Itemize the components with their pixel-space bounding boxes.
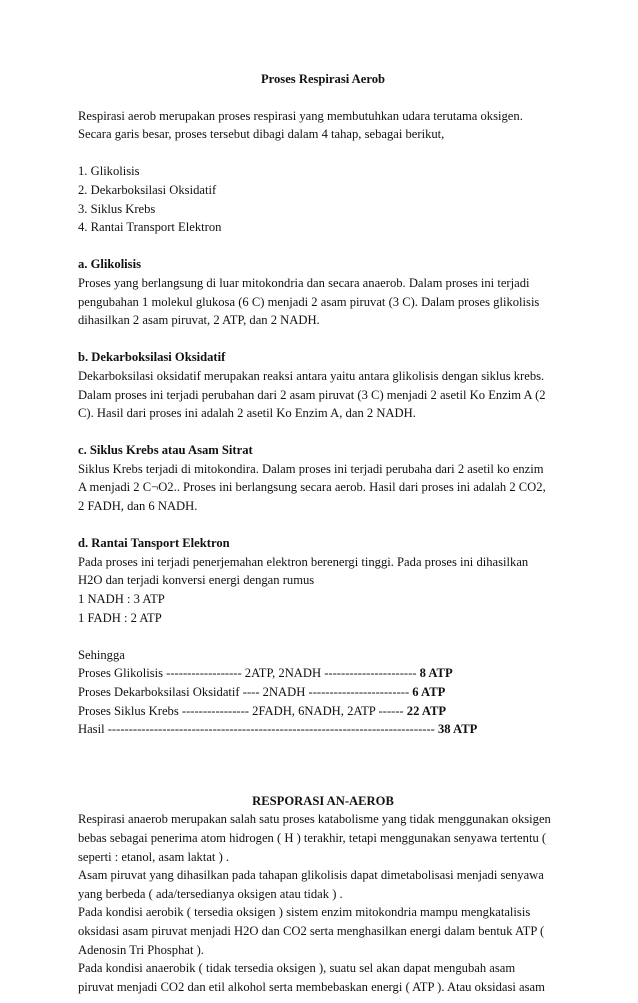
anaerob-paragraph — [78, 810, 568, 996]
summary-row-text: Proses Glikolisis ------------------ 2ATP, 2NADH ---------------------- — [78, 666, 420, 681]
summary-block — [78, 646, 568, 739]
section-line: 2 FADH, dan 6 NADH. — [78, 499, 198, 514]
section-heading: c. Siklus Krebs atau Asam Sitrat — [78, 443, 253, 458]
document-title: Proses Respirasi Aerob — [260, 72, 386, 86]
anaerob-line: Respirasi anaerob merupakan salah satu proses katabolisme yang tidak menggunakan oksigen — [78, 812, 551, 827]
summary-row-text: Proses Siklus Krebs ---------------- 2FADH, 6NADH, 2ATP ------ — [78, 703, 407, 718]
summary-row — [78, 683, 568, 702]
section-line: Proses yang berlangsung di luar mitokondria dan secara anaerob. Dalam proses ini terjadi — [78, 275, 530, 290]
summary-row-total: 6 ATP — [412, 685, 446, 699]
section-line: A menjadi 2 C¬O2.. Proses ini berlangsung secara aerob. Hasil dari proses ini adalah 2 CO2, — [78, 480, 546, 495]
document-page — [78, 70, 568, 996]
anaerob-line: oksidasi asam piruvat menjadi H2O dan CO2 serta menghasilkan energi dalam bentuk ATP ( — [78, 923, 545, 938]
anaerob-line: yang berbeda ( ada/tersedianya oksigen atau tidak ) . — [78, 886, 343, 901]
section-line: 1 NADH : 3 ATP — [78, 592, 165, 607]
summary-row — [78, 702, 568, 721]
section-title-anaerob: RESPORASI AN-AEROB — [252, 793, 394, 808]
section-siklus-krebs — [78, 441, 568, 515]
summary-row — [78, 664, 568, 683]
section-heading: a. Glikolisis — [78, 257, 141, 272]
section-line: H2O dan terjadi konversi energi dengan rumus — [78, 573, 315, 588]
intro-line: Secara garis besar, proses tersebut dibagi dalam 4 tahap, sebagai berikut, — [78, 127, 445, 142]
summary-row-text: Proses Dekarboksilasi Oksidatif ---- 2NADH ------------------------ — [78, 685, 413, 699]
section-heading: d. Rantai Tansport Elektron — [78, 536, 230, 551]
stage-item: 2. Dekarboksilasi Oksidatif — [78, 182, 217, 197]
section-glikolisis — [78, 255, 568, 329]
summary-row-total: 22 ATP — [406, 703, 447, 718]
anaerob-line: Asam piruvat yang dihasilkan pada tahapan glikolisis dapat dimetabolisasi menjadi senyawa — [78, 868, 544, 883]
anaerob-line: Pada kondisi anaerobik ( tidak tersedia oksigen ), suatu sel akan dapat mengubah asam — [78, 961, 516, 976]
summary-row — [78, 720, 568, 739]
section-heading: b. Dekarboksilasi Oksidatif — [78, 350, 226, 365]
anaerob-line: Adenosin Tri Phosphat ). — [78, 942, 204, 957]
summary-row-total: 8 ATP — [419, 666, 453, 681]
section-line: Siklus Krebs terjadi di mitokondira. Dalam proses ini terjadi perubaha dari 2 asetil ko enzim — [78, 461, 544, 476]
section-line: 1 FADH : 2 ATP — [78, 610, 162, 625]
intro-line: Respirasi aerob merupakan proses respirasi yang membutuhkan udara terutama oksigen. — [78, 108, 523, 123]
summary-row-text: Hasil ------------------------------------------------------------------------------ — [78, 722, 438, 737]
summary-row-total: 38 ATP — [438, 722, 478, 737]
anaerob-line: piruvat menjadi CO2 dan etil alkohol serta membebaskan energi ( ATP ). Atau oksidasi asam — [78, 979, 545, 994]
anaerob-line: seperti : etanol, asam laktat ) . — [78, 849, 230, 864]
section-line: Dekarboksilasi oksidatif merupakan reaksi antara yaitu antara glikolisis dengan siklus krebs. — [78, 368, 545, 383]
section-line: C). Hasil dari proses ini adalah 2 asetil Ko Enzim A, dan 2 NADH. — [78, 406, 416, 421]
anaerob-line: bebas sebagai penerima atom hidrogen ( H ) terakhir, tetapi menggunakan senyawa tertentu ( — [78, 830, 547, 845]
section-dekarboksilasi — [78, 348, 568, 422]
stage-list — [78, 162, 568, 236]
stage-item: 3. Siklus Krebs — [78, 201, 156, 216]
section-line: dihasilkan 2 asam piruvat, 2 ATP, dan 2 NADH. — [78, 313, 320, 328]
anaerob-line: Pada kondisi aerobik ( tersedia oksigen ) sistem enzim mitokondria mampu mengkatalisis — [78, 905, 531, 920]
stage-item: 4. Rantai Transport Elektron — [78, 220, 222, 235]
section-line: pengubahan 1 molekul glukosa (6 C) menjadi 2 asam piruvat (3 C). Dalam proses glikolisis — [78, 294, 540, 309]
intro-paragraph — [78, 107, 568, 144]
stage-item: 1. Glikolisis — [78, 164, 140, 179]
section-rantai-transport — [78, 534, 568, 627]
section-line: Pada proses ini terjadi penerjemahan elektron berenergi tinggi. Pada proses ini dihasilkan — [78, 554, 529, 569]
section-line: Dalam proses ini terjadi perubahan dari 2 asam piruvat (3 C) menjadi 2 asetil Ko Enzim A (2 — [78, 387, 546, 402]
summary-label: Sehingga — [78, 647, 125, 662]
